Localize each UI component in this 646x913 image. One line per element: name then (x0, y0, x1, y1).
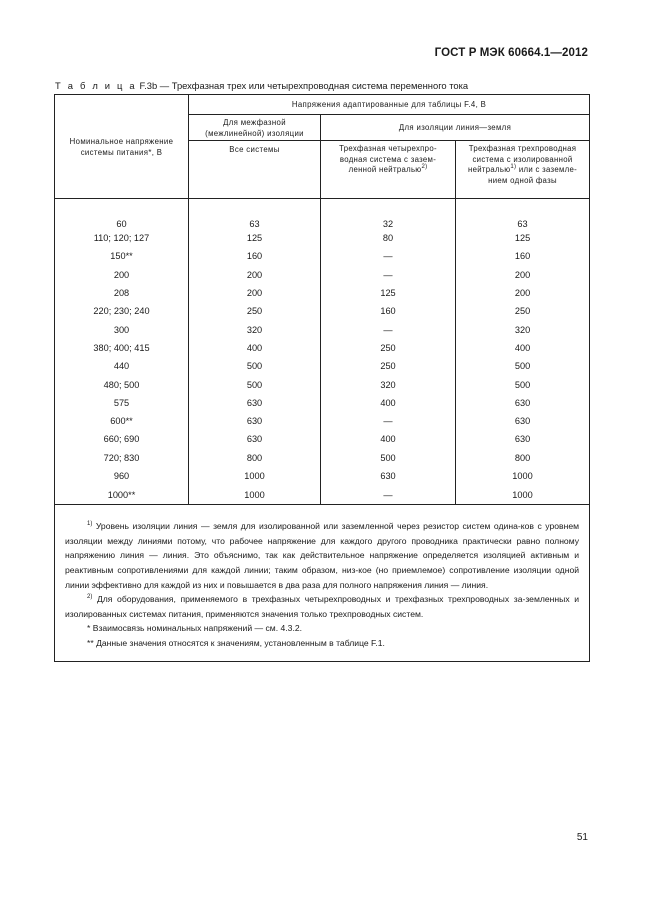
four-wire-cell: 32 (321, 199, 456, 230)
three-wire-cell: 125 (456, 229, 590, 247)
table-body (55, 199, 590, 505)
nominal-voltage-cell: 440 (55, 357, 189, 375)
four-wire-cell: — (321, 247, 456, 265)
three-wire-cell: 250 (456, 302, 590, 320)
three-wire-cell: 320 (456, 320, 590, 338)
three-wire-text-a: Трехфазная трехпроводная система с изолированной нейтралью (468, 144, 577, 174)
nominal-voltage-cell: 60 (55, 199, 189, 230)
three-wire-cell: 630 (456, 412, 590, 430)
table-caption (55, 80, 468, 91)
table-row (55, 247, 590, 265)
three-wire-cell: 200 (456, 266, 590, 284)
nominal-voltage-cell: 480; 500 (55, 375, 189, 393)
phase-to-phase-cell: 1000 (189, 467, 321, 485)
col-header-nominal-voltage: Номинальное напряжение системы питания*, В (55, 95, 189, 199)
table-row (55, 199, 590, 230)
phase-to-phase-cell: 500 (189, 375, 321, 393)
table-row (55, 339, 590, 357)
phase-to-phase-cell: 630 (189, 412, 321, 430)
nominal-voltage-cell: 720; 830 (55, 449, 189, 467)
three-wire-footnote-ref: 1) (510, 164, 517, 170)
four-wire-cell: 250 (321, 339, 456, 357)
note-1 (65, 519, 579, 592)
table-notes (55, 505, 590, 661)
note-2-marker: 2) (87, 594, 93, 601)
four-wire-cell: 250 (321, 357, 456, 375)
three-wire-cell: 160 (456, 247, 590, 265)
nominal-voltage-cell: 380; 400; 415 (55, 339, 189, 357)
phase-to-phase-cell: 630 (189, 394, 321, 412)
four-wire-cell: 160 (321, 302, 456, 320)
phase-to-phase-cell: 250 (189, 302, 321, 320)
four-wire-text: Трехфазная четырехпро-водная система с зазем-ленной нейтралью (339, 144, 437, 174)
table-row (55, 412, 590, 430)
nominal-voltage-cell: 208 (55, 284, 189, 302)
phase-to-phase-cell: 630 (189, 430, 321, 448)
note-4: ** Данные значения относятся к значениям, установленным в таблице F.1. (87, 637, 385, 648)
voltage-table (54, 94, 590, 662)
four-wire-cell: — (321, 320, 456, 338)
caption-label: Т а б л и ц а (55, 80, 137, 91)
table-row (55, 467, 590, 485)
col-header-phase-to-phase: Для межфазной (межлинейной) изоляции (189, 115, 321, 141)
table-row (55, 357, 590, 375)
three-wire-cell: 63 (456, 199, 590, 230)
sub-header-three-wire (456, 141, 590, 199)
sub-header-four-wire (321, 141, 456, 199)
table-row (55, 485, 590, 505)
phase-to-phase-cell: 200 (189, 284, 321, 302)
group-header-adapted-voltages: Напряжения адаптированные для таблицы F.4, В (189, 95, 590, 115)
table-row (55, 430, 590, 448)
note-2-text: Для оборудования, применяемого в трехфазных четырехпроводных и трехфазных трехпроводных за-земленных и изолированных системах питания, применяются значения только трехпроводных систем. (65, 594, 580, 619)
phase-to-phase-cell: 125 (189, 229, 321, 247)
nominal-voltage-cell: 300 (55, 320, 189, 338)
phase-to-phase-cell: 400 (189, 339, 321, 357)
four-wire-cell: 400 (321, 430, 456, 448)
table-row (55, 375, 590, 393)
three-wire-cell: 800 (456, 449, 590, 467)
phase-to-phase-cell: 1000 (189, 485, 321, 505)
four-wire-cell: 630 (321, 467, 456, 485)
table-row (55, 229, 590, 247)
table-row (55, 394, 590, 412)
nominal-voltage-cell: 150** (55, 247, 189, 265)
three-wire-cell: 630 (456, 394, 590, 412)
note-3: * Взаимосвязь номинальных напряжений — см. 4.3.2. (87, 623, 302, 634)
note-1-marker: 1) (87, 521, 93, 528)
phase-to-phase-cell: 320 (189, 320, 321, 338)
four-wire-cell: — (321, 266, 456, 284)
phase-to-phase-cell: 160 (189, 247, 321, 265)
document-code: ГОСТ Р МЭК 60664.1—2012 (434, 47, 588, 59)
nominal-voltage-cell: 960 (55, 467, 189, 485)
four-wire-cell: 500 (321, 449, 456, 467)
table-row (55, 449, 590, 467)
four-wire-footnote-ref: 2) (421, 164, 428, 170)
caption-table-id: F.3b (139, 80, 158, 91)
three-wire-cell: 500 (456, 357, 590, 375)
nominal-voltage-cell: 220; 230; 240 (55, 302, 189, 320)
four-wire-cell: 400 (321, 394, 456, 412)
phase-to-phase-cell: 200 (189, 266, 321, 284)
four-wire-cell: — (321, 412, 456, 430)
nominal-voltage-cell: 575 (55, 394, 189, 412)
table-row (55, 284, 590, 302)
phase-to-phase-cell: 500 (189, 357, 321, 375)
three-wire-cell: 400 (456, 339, 590, 357)
three-wire-cell: 630 (456, 430, 590, 448)
three-wire-cell: 1000 (456, 467, 590, 485)
nominal-voltage-cell: 600** (55, 412, 189, 430)
nominal-voltage-cell: 660; 690 (55, 430, 189, 448)
nominal-voltage-cell: 110; 120; 127 (55, 229, 189, 247)
three-wire-text-b: или с заземле-нием одной фазы (488, 165, 578, 185)
four-wire-cell: 125 (321, 284, 456, 302)
table-row (55, 266, 590, 284)
note-2 (65, 592, 579, 621)
sub-header-all-systems: Все системы (189, 141, 321, 199)
nominal-voltage-cell: 200 (55, 266, 189, 284)
phase-to-phase-cell: 63 (189, 199, 321, 230)
phase-to-phase-cell: 800 (189, 449, 321, 467)
caption-title: — Трехфазная трех или четырехпроводная система переменного тока (157, 80, 469, 91)
three-wire-cell: 200 (456, 284, 590, 302)
three-wire-cell: 500 (456, 375, 590, 393)
four-wire-cell: — (321, 485, 456, 505)
three-wire-cell: 1000 (456, 485, 590, 505)
col-header-line-to-ground: Для изоляции линия—земля (321, 115, 590, 141)
four-wire-cell: 80 (321, 229, 456, 247)
nominal-voltage-cell: 1000** (55, 485, 189, 505)
note-1-text: Уровень изоляции линия — земля для изолированной или заземленной через резистор систем одина-ков с уровнем изоляции между линиями потому, что рабочее напряжение для каждого другого проводника практически равно полному напряжению линия — линия. Это объяснимо, так как действительное напряжение определяется изоляцией активным и реактивным сопротивлениями для каждой линии; таким образом, низ-кое (но приемлемое) сопротивление изоляции одной линии эффективно для каждой из них и повышается в два раза для полного напряжения линия — линия. (65, 521, 580, 590)
table-row (55, 320, 590, 338)
page-number: 51 (576, 832, 588, 843)
four-wire-cell: 320 (321, 375, 456, 393)
table-row (55, 302, 590, 320)
